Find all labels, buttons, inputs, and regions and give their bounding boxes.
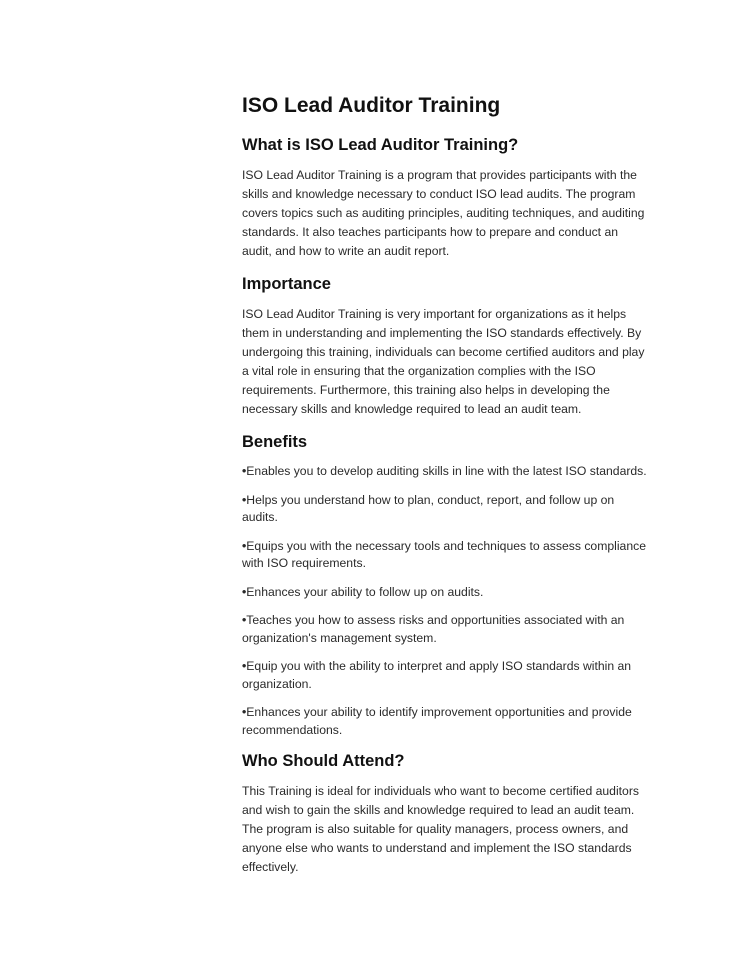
section-benefits <box>242 431 647 739</box>
bullet-icon: • <box>242 613 247 627</box>
bullet-icon: • <box>242 705 247 719</box>
benefits-list <box>242 463 647 739</box>
bullet-icon: • <box>242 584 247 599</box>
section-body-importance: ISO Lead Auditor Training is very important for organizations as it helps them in understanding and implementing the ISO standards effectively. By undergoing this training, individuals can become certified auditors and play a vital role in ensuring that the organization complies with the ISO requirements. Furthermore, this training also helps in developing the necessary skills and knowledge required to lead an audit team. <box>242 307 645 416</box>
section-heading-what-is: What is ISO Lead Auditor Training? <box>242 136 519 154</box>
benefit-text: Enhances your ability to identify improvement opportunities and provide recommendations. <box>242 705 632 737</box>
section-body-who-should-attend: This Training is ideal for individuals who want to become certified auditors and wish to gain the skills and knowledge required to lead an audit team. The program is also suitable for quality managers, process owners, and anyone else who wants to understand and implement the ISO standards effectively. <box>242 784 639 874</box>
benefit-item <box>242 612 647 647</box>
section-body-what-is: ISO Lead Auditor Training is a program that provides participants with the skills and knowledge necessary to conduct ISO lead audits. The program covers topics such as auditing principles, auditing techniques, and auditing standards. It also teaches participants how to prepare and conduct an audit, and how to write an audit report. <box>242 168 645 258</box>
benefit-item <box>242 492 647 527</box>
section-what-is <box>242 134 647 261</box>
benefit-text: Helps you understand how to plan, conduct, report, and follow up on audits. <box>242 492 615 524</box>
benefit-item <box>242 704 647 739</box>
section-heading-importance: Importance <box>242 275 331 293</box>
benefit-text: Equip you with the ability to interpret and apply ISO standards within an organization. <box>242 659 632 691</box>
benefit-text: Equips you with the necessary tools and techniques to assess compliance with ISO requirements. <box>242 538 646 570</box>
document-title: ISO Lead Auditor Training <box>242 94 501 117</box>
section-heading-who-should-attend: Who Should Attend? <box>242 752 405 770</box>
section-importance <box>242 273 647 419</box>
benefit-item <box>242 584 647 602</box>
document-page <box>242 92 647 889</box>
section-heading-benefits: Benefits <box>242 433 308 451</box>
bullet-icon: • <box>242 659 247 673</box>
bullet-icon: • <box>242 538 247 553</box>
bullet-icon: • <box>242 492 247 507</box>
benefit-text: Enables you to develop auditing skills in line with the latest ISO standards. <box>246 464 647 478</box>
bullet-icon: • <box>242 464 247 478</box>
section-who-should-attend <box>242 750 647 877</box>
benefit-item <box>242 463 647 481</box>
benefit-item <box>242 658 647 693</box>
benefit-text: Enhances your ability to follow up on audits. <box>246 584 484 599</box>
benefit-item <box>242 538 647 573</box>
benefit-text: Teaches you how to assess risks and opportunities associated with an organization's management system. <box>242 613 625 645</box>
